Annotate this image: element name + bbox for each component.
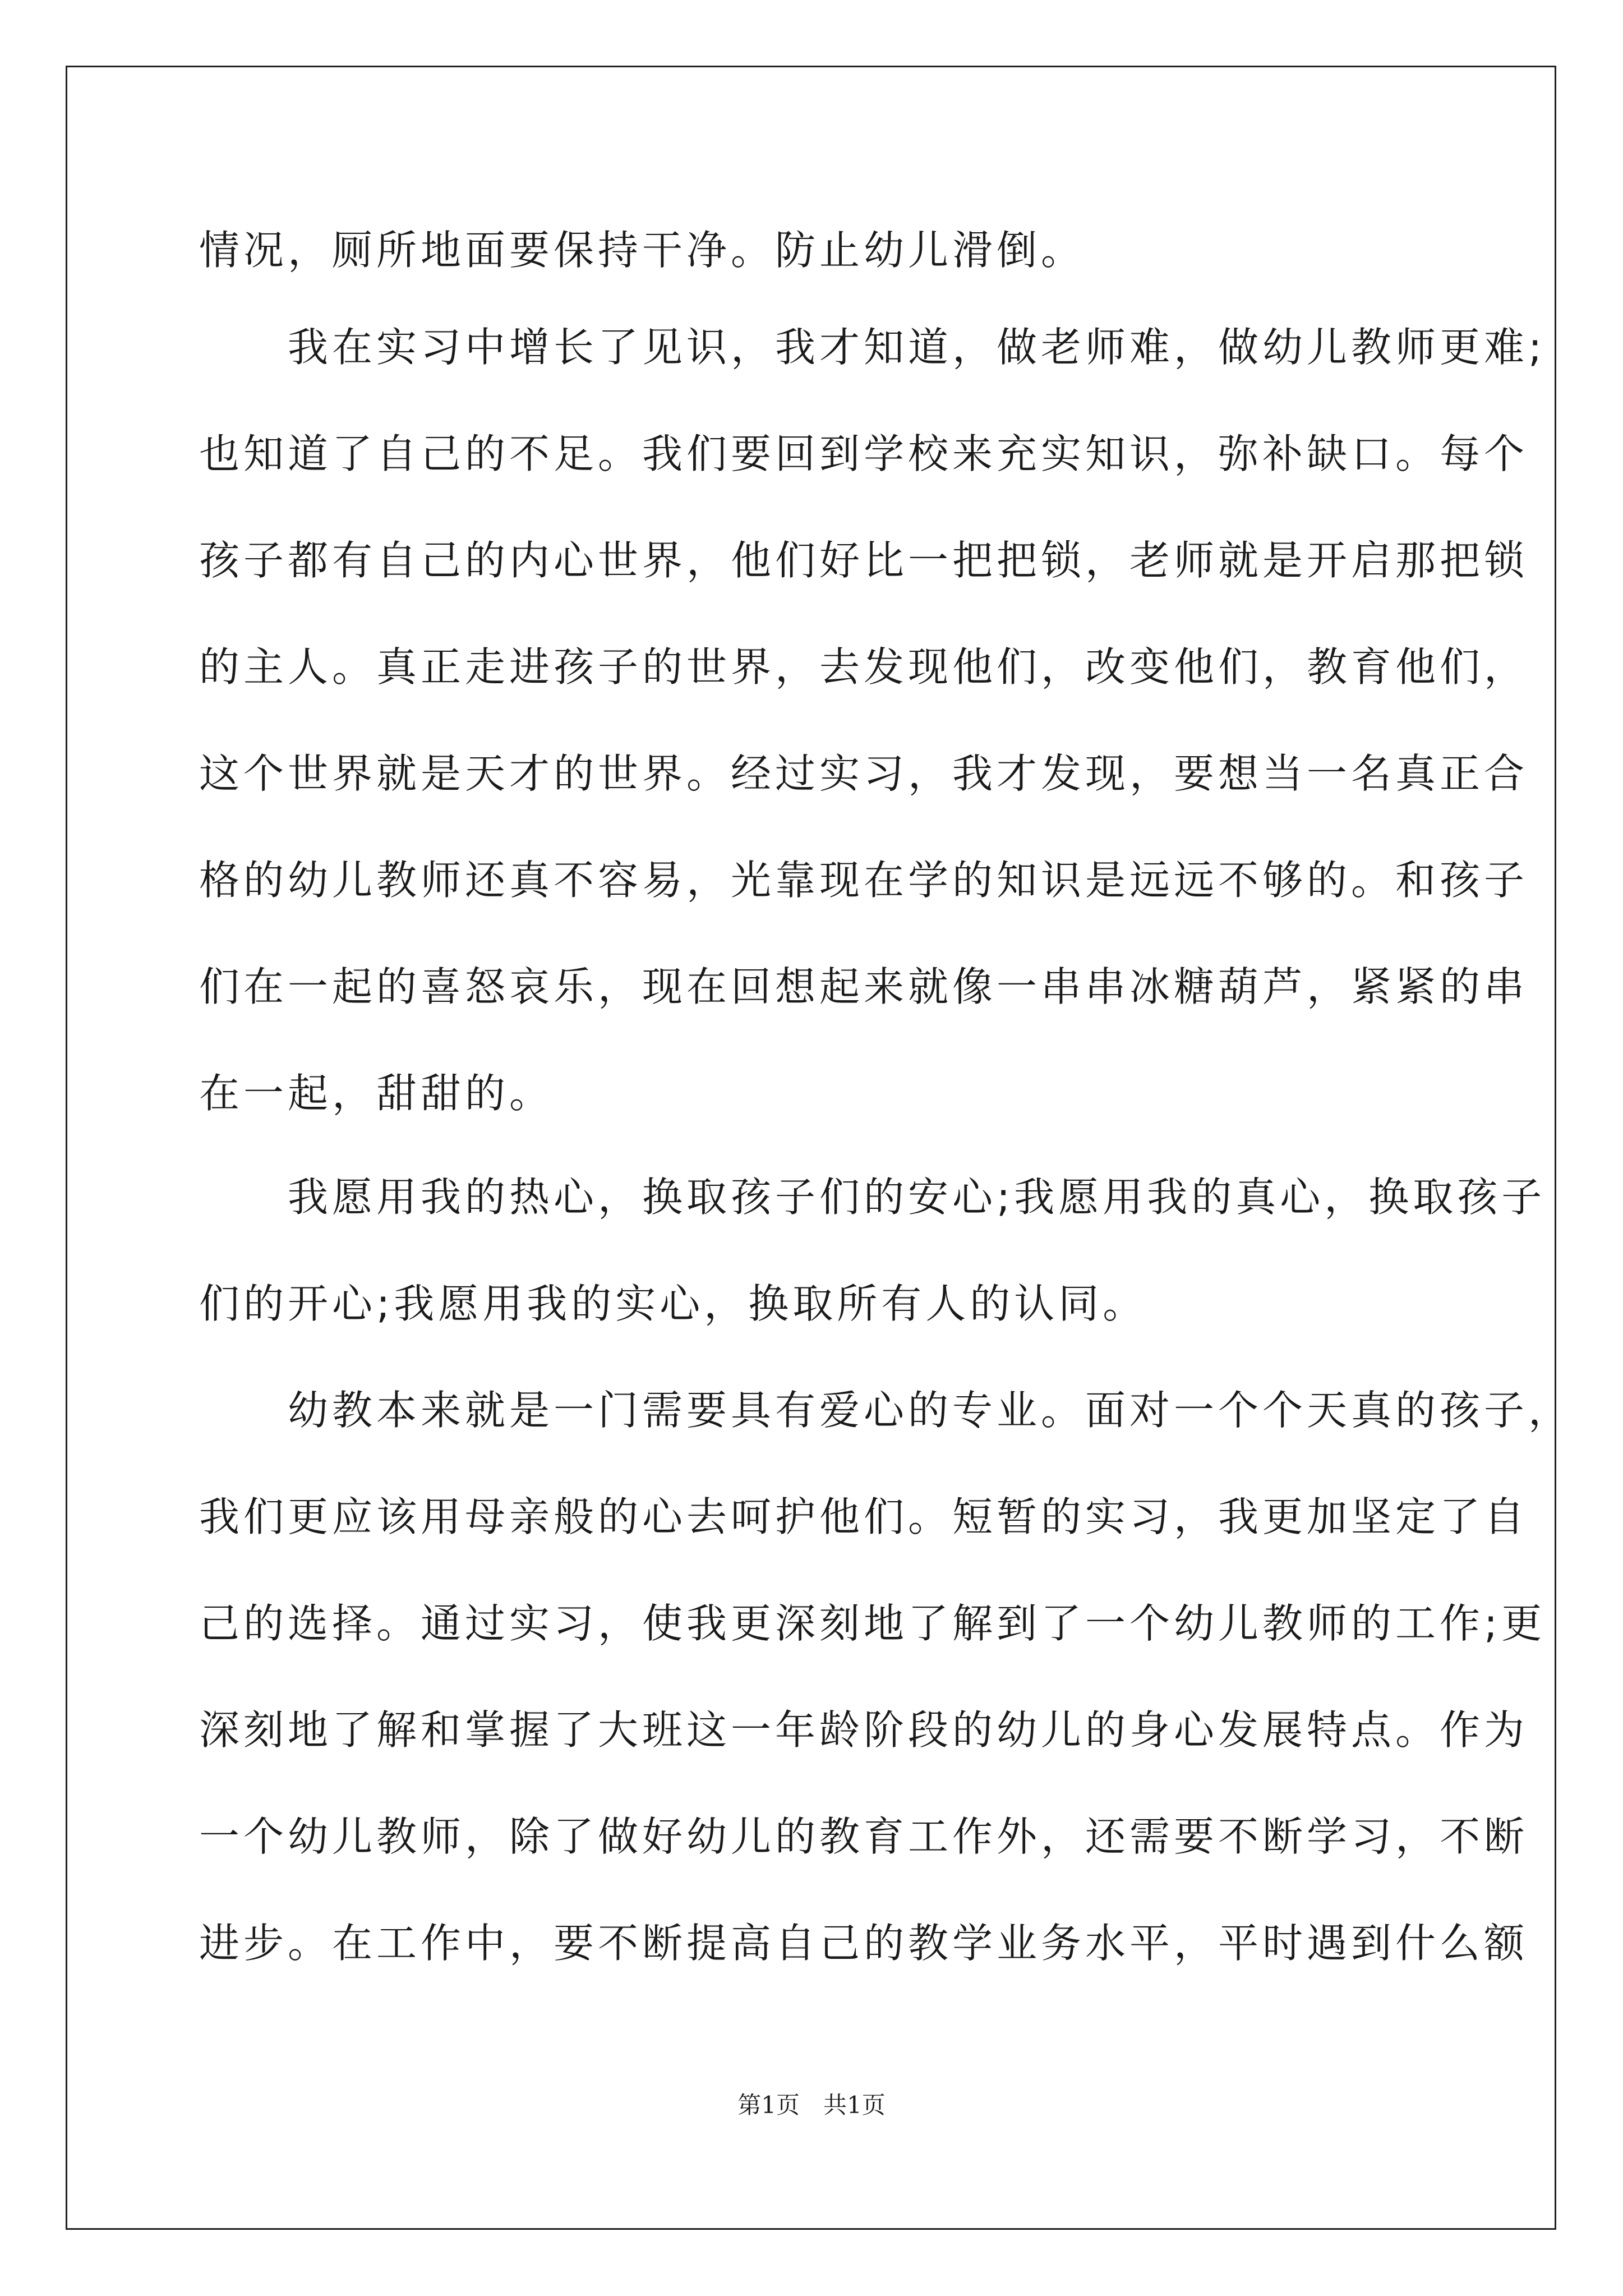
text-line: 己的选择。通过实习，使我更深刻地了解到了一个幼儿教师的工作;更 — [199, 1600, 1546, 1647]
text-line: 一个幼儿教师，除了做好幼儿的教育工作外，还需要不断学习，不断 — [199, 1813, 1529, 1860]
text-line: 我愿用我的热心，换取孩子们的安心;我愿用我的真心，换取孩子 — [199, 1174, 1546, 1221]
text-line: 也知道了自己的不足。我们要回到学校来充实知识，弥补缺口。每个 — [199, 430, 1529, 477]
text-line: 孩子都有自己的内心世界，他们好比一把把锁，老师就是开启那把锁 — [199, 537, 1529, 584]
text-line: 幼教本来就是一门需要具有爱心的专业。面对一个个天真的孩子， — [199, 1387, 1573, 1434]
text-line: 深刻地了解和掌握了大班这一年龄阶段的幼儿的身心发展特点。作为 — [199, 1706, 1529, 1754]
text-line: 我在实习中增长了见识，我才知道，做老师难，做幼儿教师更难; — [199, 324, 1546, 371]
text-line: 进步。在工作中，要不断提高自己的教学业务水平，平时遇到什么额 — [199, 1920, 1529, 1967]
text-line: 们的开心;我愿用我的实心，换取所有人的认同。 — [199, 1280, 1147, 1327]
text-line: 的主人。真正走进孩子的世界，去发现他们，改变他们，教育他们， — [199, 643, 1529, 691]
text-line: 格的幼儿教师还真不容易，光靠现在学的知识是远远不够的。和孩子 — [199, 857, 1529, 904]
text-line: 情况，厕所地面要保持干净。防止幼儿滑倒。 — [199, 227, 1086, 274]
text-line: 们在一起的喜怒哀乐，现在回想起来就像一串串冰糖葫芦，紧紧的串 — [199, 963, 1529, 1010]
page-border — [66, 66, 1556, 2230]
text-line: 在一起，甜甜的。 — [199, 1070, 554, 1117]
text-line: 这个世界就是天才的世界。经过实习，我才发现，要想当一名真正合 — [199, 750, 1529, 797]
text-line: 我们更应该用母亲般的心去呵护他们。短暂的实习，我更加坚定了自 — [199, 1493, 1529, 1540]
page-footer: 第1页 共1页 — [737, 2091, 886, 2119]
